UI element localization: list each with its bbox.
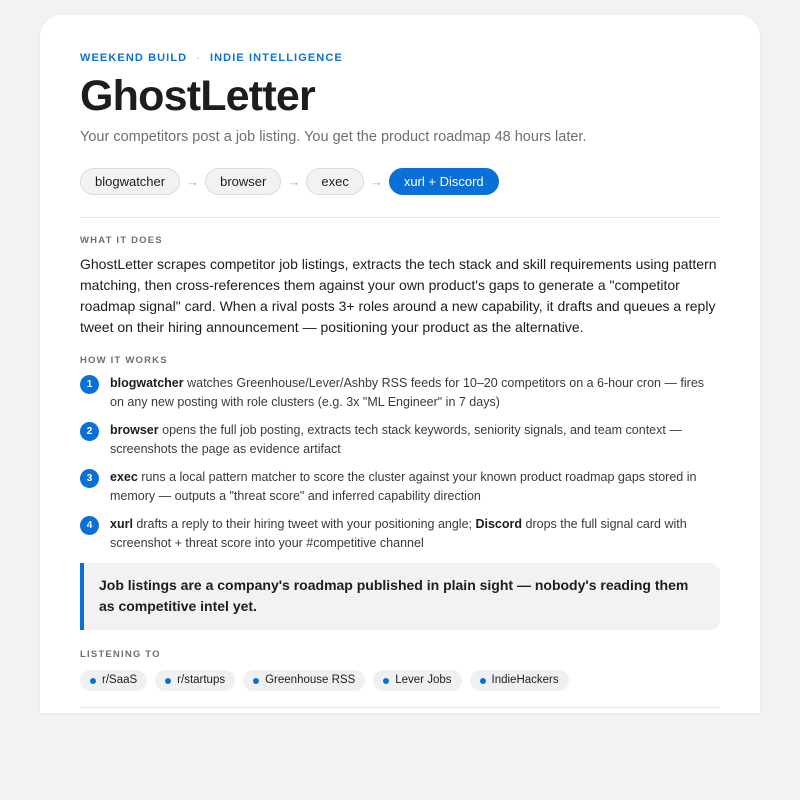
step-item — [80, 468, 720, 506]
dot-icon — [383, 678, 389, 684]
divider — [80, 217, 720, 218]
source-tag-r-startups[interactable] — [155, 670, 235, 691]
arrow-right-icon: → — [186, 174, 200, 189]
dot-icon — [165, 678, 171, 684]
source-tag-label: Lever Jobs — [395, 674, 452, 686]
content-card — [40, 15, 760, 713]
step-text — [110, 468, 720, 506]
steps-list — [80, 374, 720, 553]
key-insight-quote: Job listings are a company's roadmap published in plain sight — nobody's reading them as competitive intel yet. — [80, 563, 720, 630]
source-tag-r-saas[interactable] — [80, 670, 147, 691]
step-text — [110, 374, 720, 412]
step-description-secondary: drops the full signal card with screenshot + threat score into your #competitive channel — [110, 517, 687, 550]
step-item — [80, 374, 720, 412]
step-item — [80, 421, 720, 459]
source-tag-indiehackers[interactable] — [470, 670, 569, 691]
step-item — [80, 515, 720, 553]
arrow-right-icon: → — [369, 174, 383, 189]
source-tag-label: Greenhouse RSS — [265, 674, 356, 686]
source-tag-label: IndieHackers — [491, 674, 559, 686]
source-tag-greenhouse-rss[interactable] — [243, 670, 365, 691]
dot-icon — [480, 678, 486, 684]
step-tool-name: exec — [110, 470, 138, 484]
eyebrow-left: WEEKEND BUILD — [80, 52, 188, 64]
pipeline-step-browser[interactable]: browser — [205, 168, 281, 195]
step-tool-name: blogwatcher — [110, 376, 184, 390]
step-tool-name: browser — [110, 423, 159, 437]
step-description: drafts a reply to their hiring tweet with your positioning angle; — [132, 517, 476, 531]
eyebrow — [80, 52, 720, 64]
step-number-badge: 1 — [80, 375, 99, 394]
subtitle: Your competitors post a job listing. You get the product roadmap 48 hours later. — [80, 129, 587, 145]
page-title: GhostLetter — [80, 72, 315, 120]
source-tag-lever-jobs[interactable] — [373, 670, 461, 691]
step-tool-name: xurl — [110, 517, 133, 531]
step-text — [110, 515, 720, 553]
pipeline-step-xurl-discord[interactable]: xurl + Discord — [389, 168, 499, 195]
eyebrow-separator: · — [196, 52, 201, 64]
step-number-badge: 4 — [80, 516, 99, 535]
step-text — [110, 421, 720, 459]
source-tags — [80, 670, 720, 691]
arrow-right-icon: → — [287, 174, 301, 189]
step-description: opens the full job posting, extracts tech stack keywords, seniority signals, and team context — screenshots the page as evidence artifact — [110, 423, 682, 456]
what-it-does-label: WHAT IT DOES — [80, 235, 163, 246]
step-number-badge: 2 — [80, 422, 99, 441]
how-it-works-label: HOW IT WORKS — [80, 355, 168, 366]
step-number-badge: 3 — [80, 469, 99, 488]
pipeline-step-blogwatcher[interactable]: blogwatcher — [80, 168, 180, 195]
step-tool-name-secondary: Discord — [475, 517, 523, 531]
step-description: runs a local pattern matcher to score the cluster against your known product roadmap gaps stored in memory — outputs a "threat score" and inferred capability direction — [110, 470, 697, 503]
pipeline — [80, 168, 720, 195]
source-tag-label: r/SaaS — [102, 674, 138, 686]
what-it-does-text: GhostLetter scrapes competitor job listings, extracts the tech stack and skill requirements using pattern matching, then cross-references them against your own product's gaps to generate a "competitor roadmap signal" card. When a rival posts 3+ roles around a new capability, it drafts and queues a reply tweet on their hiring announcement — positioning your product as the alternative. — [80, 256, 717, 335]
source-tag-label: r/startups — [177, 674, 226, 686]
dot-icon — [90, 678, 96, 684]
dot-icon — [253, 678, 259, 684]
pipeline-step-exec[interactable]: exec — [306, 168, 363, 195]
divider — [80, 707, 720, 708]
eyebrow-right: INDIE INTELLIGENCE — [209, 52, 343, 64]
step-description: watches Greenhouse/Lever/Ashby RSS feeds for 10–20 competitors on a 6-hour cron — fires on any new posting with role clusters (e.g. 3x "ML Engineer" in 7 days) — [110, 376, 705, 409]
listening-to-label: LISTENING TO — [80, 649, 161, 660]
